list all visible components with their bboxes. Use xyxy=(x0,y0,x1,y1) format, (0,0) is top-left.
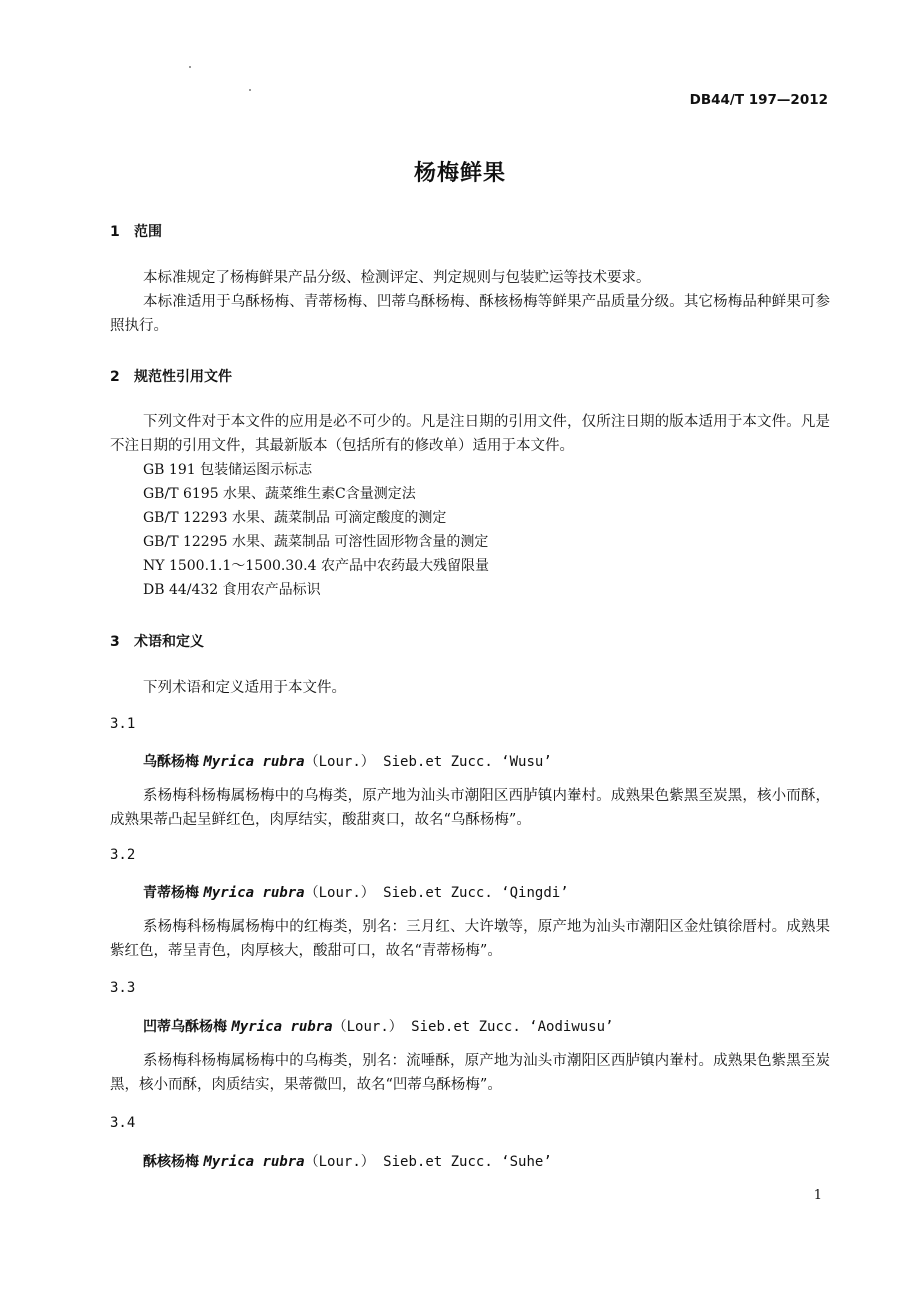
document-title: 杨梅鲜果 xyxy=(413,161,506,186)
term-heading xyxy=(143,751,552,771)
term-number: 3.2 xyxy=(110,847,136,863)
section-3-intro: 下列术语和定义适用于本文件。 xyxy=(143,680,346,696)
reference-item: GB/T 12293 水果、蔬菜制品 可滴定酸度的测定 xyxy=(143,510,447,526)
term-latin-name: Myrica rubra xyxy=(231,1019,333,1035)
section-title: 范围 xyxy=(134,224,162,240)
term-heading xyxy=(143,1016,613,1036)
section-title: 术语和定义 xyxy=(134,634,204,650)
section-3-heading xyxy=(110,631,204,651)
term-definition: 系杨梅科杨梅属杨梅中的乌梅类，别名：流唾酥，原产地为汕头市潮阳区西胪镇内輋村。成熟果色紫黑至炭黑，核小而酥，肉质结实，果蒂微凹，故名“凹蒂乌酥杨梅”。 xyxy=(110,1053,830,1093)
page-number: 1 xyxy=(813,1188,822,1203)
section-2-paragraph: 下列文件对于本文件的应用是必不可少的。凡是注日期的引用文件，仅所注日期的版本适用于本文件。凡是不注日期的引用文件，其最新版本（包括所有的修改单）适用于本文件。 xyxy=(110,414,830,454)
section-1-paragraph-2: 本标准适用于乌酥杨梅、青蒂杨梅、凹蒂乌酥杨梅、酥核杨梅等鲜果产品质量分级。其它杨梅品种鲜果可参照执行。 xyxy=(110,294,830,334)
scan-speck xyxy=(249,89,251,91)
term-number: 3.3 xyxy=(110,980,136,996)
term-number: 3.4 xyxy=(110,1115,136,1131)
section-2-heading xyxy=(110,366,232,386)
term-author: （Lour.） Sieb.et Zucc. ‘Qingdi’ xyxy=(304,885,569,901)
term-heading xyxy=(143,882,569,902)
term-author: （Lour.） Sieb.et Zucc. ‘Aodiwusu’ xyxy=(332,1019,614,1035)
term-heading xyxy=(143,1151,552,1171)
term-name: 青蒂杨梅 xyxy=(143,885,199,901)
term-number: 3.1 xyxy=(110,716,136,732)
term-name: 凹蒂乌酥杨梅 xyxy=(143,1019,227,1035)
section-number: 1 xyxy=(110,224,120,240)
term-latin-name: Myrica rubra xyxy=(203,1154,305,1170)
term-latin-name: Myrica rubra xyxy=(203,754,305,770)
scan-speck xyxy=(189,66,191,68)
term-definition: 系杨梅科杨梅属杨梅中的红梅类，别名：三月红、大许墩等，原产地为汕头市潮阳区金灶镇徐厝村。成熟果紫红色，蒂呈青色，肉厚核大，酸甜可口，故名“青蒂杨梅”。 xyxy=(110,919,830,959)
section-number: 3 xyxy=(110,634,120,650)
reference-item: GB/T 12295 水果、蔬菜制品 可溶性固形物含量的测定 xyxy=(143,534,489,550)
standard-number: DB44/T 197—2012 xyxy=(689,92,828,108)
term-latin-name: Myrica rubra xyxy=(203,885,305,901)
section-title: 规范性引用文件 xyxy=(134,369,232,385)
section-1-paragraph-1: 本标准规定了杨梅鲜果产品分级、检测评定、判定规则与包装贮运等技术要求。 xyxy=(143,270,651,286)
section-1-heading xyxy=(110,221,162,241)
term-name: 酥核杨梅 xyxy=(143,1154,199,1170)
term-name: 乌酥杨梅 xyxy=(143,754,199,770)
reference-item: GB 191 包装储运图示标志 xyxy=(143,462,313,478)
term-author: （Lour.） Sieb.et Zucc. ‘Suhe’ xyxy=(304,1154,552,1170)
reference-item: DB 44/432 食用农产品标识 xyxy=(143,582,321,598)
section-number: 2 xyxy=(110,369,120,385)
reference-item: GB/T 6195 水果、蔬菜维生素C含量测定法 xyxy=(143,486,416,502)
reference-item: NY 1500.1.1～1500.30.4 农产品中农药最大残留限量 xyxy=(143,558,489,574)
term-definition: 系杨梅科杨梅属杨梅中的乌梅类，原产地为汕头市潮阳区西胪镇内輋村。成熟果色紫黑至炭黑，核小而酥，成熟果蒂凸起呈鲜红色，肉厚结实，酸甜爽口，故名“乌酥杨梅”。 xyxy=(110,788,830,828)
term-author: （Lour.） Sieb.et Zucc. ‘Wusu’ xyxy=(304,754,552,770)
